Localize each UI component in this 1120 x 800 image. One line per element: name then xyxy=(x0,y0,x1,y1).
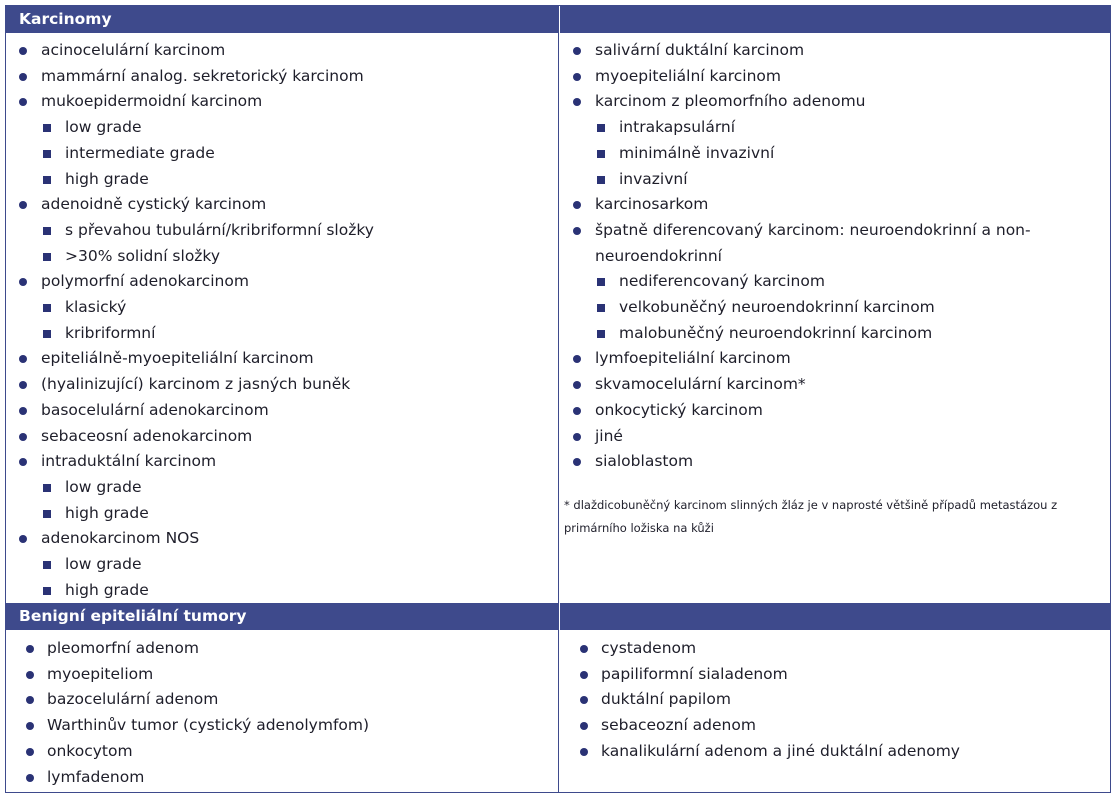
list-item: pleomorfní adenom xyxy=(6,636,558,662)
list-item: papiliformní sialadenom xyxy=(560,662,1110,688)
sub-list-item: intrakapsulární xyxy=(560,115,1110,141)
sub-list-item: >30% solidní složky xyxy=(6,244,558,270)
sub-list-item: high grade xyxy=(6,501,558,527)
sub-list-item: high grade xyxy=(6,578,558,604)
sub-list-item: low grade xyxy=(6,552,558,578)
section-title: Benigní epiteliální tumory xyxy=(19,607,247,625)
list-item: basocelulární adenokarcinom xyxy=(6,398,558,424)
list-item: skvamocelulární karcinom* xyxy=(560,372,1110,398)
list-item: bazocelulární adenom xyxy=(6,687,558,713)
benign-right-list xyxy=(560,636,1110,765)
list-item: onkocytický karcinom xyxy=(560,398,1110,424)
sub-list-item: nediferencovaný karcinom xyxy=(560,269,1110,295)
list-item: myoepiteliální karcinom xyxy=(560,64,1110,90)
sub-list-item: kribriformní xyxy=(6,321,558,347)
list-item: sebaceosní adenokarcinom xyxy=(6,424,558,450)
list-item: sialoblastom xyxy=(560,449,1110,475)
carcinomas-left-column xyxy=(6,33,559,603)
benign-left-list xyxy=(6,636,558,790)
sub-list-item: klasický xyxy=(6,295,558,321)
list-item: jiné xyxy=(560,424,1110,450)
list-item: lymfoepiteliální karcinom xyxy=(560,346,1110,372)
classification-table xyxy=(5,5,1111,793)
list-item: lymfadenom xyxy=(6,765,558,791)
sub-list-item: high grade xyxy=(6,167,558,193)
section-header-benign xyxy=(6,603,559,630)
list-item: polymorfní adenokarcinom xyxy=(6,269,558,295)
sub-list-item: velkobuněčný neuroendokrinní karcinom xyxy=(560,295,1110,321)
list-item: Warthinův tumor (cystický adenolymfom) xyxy=(6,713,558,739)
sub-list-item: malobuněčný neuroendokrinní karcinom xyxy=(560,321,1110,347)
list-item: karcinosarkom xyxy=(560,192,1110,218)
carcinomas-right-list xyxy=(560,38,1110,475)
carcinomas-right-column xyxy=(560,33,1110,603)
sub-list-item: low grade xyxy=(6,475,558,501)
benign-left-column xyxy=(6,630,559,792)
list-item: onkocytom xyxy=(6,739,558,765)
list-item: cystadenom xyxy=(560,636,1110,662)
list-item: myoepiteliom xyxy=(6,662,558,688)
list-item: intraduktální karcinom xyxy=(6,449,558,475)
list-item: epiteliálně-myoepiteliální karcinom xyxy=(6,346,558,372)
section-header-empty xyxy=(560,603,1110,630)
list-item: duktální papilom xyxy=(560,687,1110,713)
list-item: adenokarcinom NOS xyxy=(6,526,558,552)
list-item: špatně diferencovaný karcinom: neuroendokrinní a non-neuroendokrinní xyxy=(560,218,1110,269)
sub-list-item: intermediate grade xyxy=(6,141,558,167)
list-item: acinocelulární karcinom xyxy=(6,38,558,64)
benign-right-column xyxy=(560,630,1110,792)
footnote: * dlaždicobuněčný karcinom slinných žláz je v naprosté většině případů metastázou z primárního ložiska na kůži xyxy=(564,497,1058,535)
list-item: mammární analog. sekretorický karcinom xyxy=(6,64,558,90)
list-item: (hyalinizující) karcinom z jasných buněk xyxy=(6,372,558,398)
list-item: sebaceozní adenom xyxy=(560,713,1110,739)
list-item: salivární duktální karcinom xyxy=(560,38,1110,64)
section-header-carcinomas xyxy=(6,6,559,33)
carcinomas-left-list xyxy=(6,38,558,603)
section-header-empty xyxy=(560,6,1110,33)
sub-list-item: invazivní xyxy=(560,167,1110,193)
sub-list-item: low grade xyxy=(6,115,558,141)
sub-list-item: minimálně invazivní xyxy=(560,141,1110,167)
sub-list-item: s převahou tubulární/kribriformní složky xyxy=(6,218,558,244)
section-title: Karcinomy xyxy=(19,10,112,28)
list-item: karcinom z pleomorfního adenomu xyxy=(560,89,1110,115)
list-item: kanalikulární adenom a jiné duktální adenomy xyxy=(560,739,1110,765)
list-item: adenoidně cystický karcinom xyxy=(6,192,558,218)
list-item: mukoepidermoidní karcinom xyxy=(6,89,558,115)
